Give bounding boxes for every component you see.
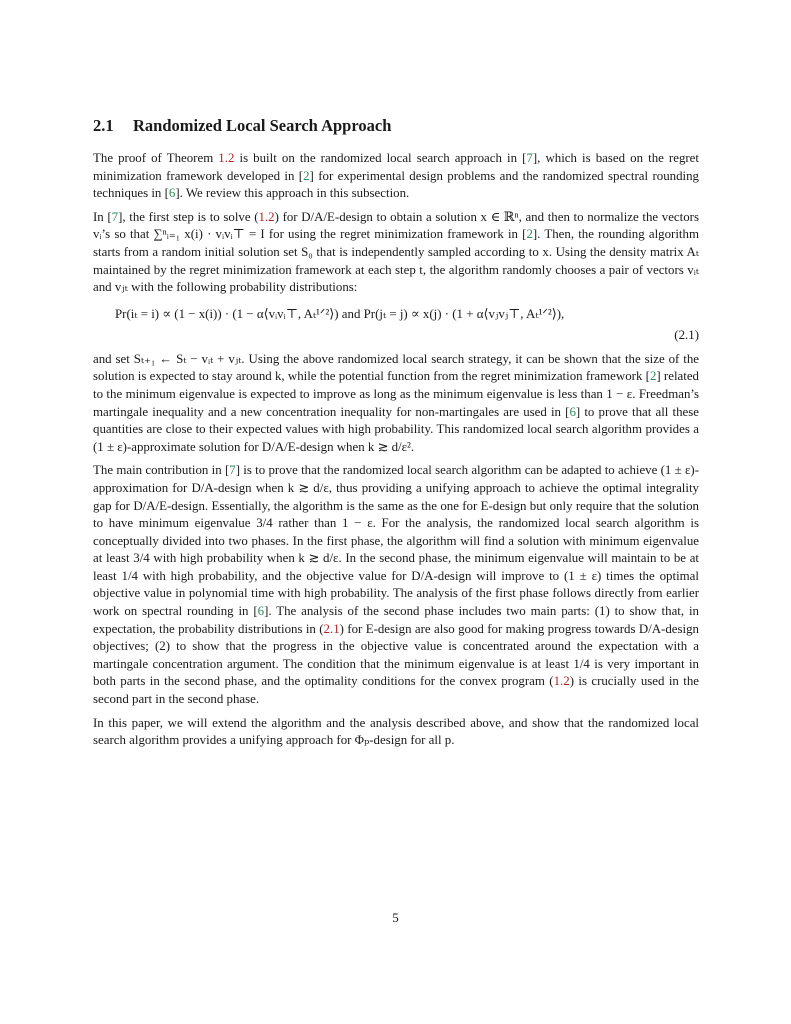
section-title: Randomized Local Search Approach: [133, 116, 392, 135]
text-run: ], the first step is to solve (: [118, 209, 259, 224]
citation: 2: [526, 227, 533, 242]
equation-number: (2.1): [674, 327, 699, 342]
text-run: ) is crucially used in the second part in the second phase.: [93, 674, 700, 707]
text-run: is built on the randomized local search approach in [: [234, 151, 527, 165]
text-run: ) for D/A/E-design to obtain a solution x ∈ ℝⁿ, and then to normalize the vectors vᵢ’s so that ∑ⁿᵢ₌₁ x(i) · vᵢvᵢ⊤ = I for using the regret minimization framework in [: [93, 209, 699, 242]
citation: 6: [257, 604, 265, 619]
text-run: In this paper, we will extend the algorithm and the analysis described above, and show that the randomized local search algorithm provides a unifying approach for Φₚ-design for all p.: [93, 715, 699, 748]
text-run: ] for experimental design problems and the randomized spectral rounding techniques in [: [93, 168, 699, 201]
equation-reference: 1.2: [218, 151, 235, 165]
text-run: ) for E-design are also good for making progress towards D/A-design objectives; (2) to show that the progress in the objective value is concentrated around the expectation with a martingale concentration argument. The condition that the minimum eigenvalue is at least 1/4 is very important in both parts in the second phase, and the optimality conditions for the convex program (: [93, 621, 699, 689]
citation: 7: [526, 151, 533, 165]
paragraph-local-search: [93, 351, 699, 457]
section-number: 2.1: [93, 116, 114, 135]
text-run: ]. We review this approach in this subsection.: [175, 186, 410, 201]
text-run: ] related to the minimum eigenvalue is expected to improve as long as the minimum eigenvalue is less than 1 − ε. Freedman’s martingale inequality and a new concentration inequality for non-martingales are used in [: [93, 369, 699, 419]
equation-body: Pr(iₜ = i) ∝ (1 − x(i)) · (1 − α⟨vᵢvᵢ⊤, Aₜ¹ᐟ²⟩) and Pr(jₜ = j) ∝ x(j) · (1 + α⟨vⱼvⱼ⊤, Aₜ¹ᐟ²⟩),: [115, 306, 565, 321]
text-run: The main contribution in [: [93, 463, 230, 478]
citation: 6: [168, 186, 176, 201]
section-heading: [93, 116, 391, 136]
text-run: ] to prove that all these quantities are close to their expected values with high probability. This randomized local search algorithm provides a (1 ± ε)-approximate solution for D/A/E-design when k ≳ d/ε².: [93, 404, 700, 454]
citation: 6: [569, 404, 576, 419]
equation-reference: 1.2: [258, 209, 275, 224]
citation: 2: [649, 369, 657, 384]
citation: 2: [303, 168, 310, 183]
text-run: In [: [93, 209, 112, 224]
section-body: [93, 150, 699, 756]
text-run: The proof of Theorem: [93, 151, 219, 165]
citation: 7: [111, 209, 119, 224]
paragraph-this-paper: [93, 715, 699, 750]
text-run: ]. The analysis of the second phase includes two main parts: (1) to show that, in expectation, the probability distributions in (: [93, 604, 699, 636]
equation-2-1: [93, 303, 699, 349]
page-number: 5: [392, 911, 399, 925]
citation: 7: [229, 463, 236, 478]
equation-reference: 1.2: [553, 674, 570, 689]
text-run: ], which is based on the regret minimization framework developed in [: [93, 151, 699, 183]
text-run: ]. Then, the rounding algorithm starts from a random initial solution set S₀ that is independently sampled according to x. Using the density matrix Aₜ maintained by the regret minimization framework at each step t, the algorithm randomly chooses a pair of vectors vᵢₜ and vⱼₜ with the following probability distributions:: [93, 227, 699, 295]
equation-reference: 2.1: [323, 621, 340, 636]
paragraph-first-step: [93, 209, 699, 297]
text-run: and set Sₜ₊₁ ← Sₜ − vᵢₜ + vⱼₜ. Using the above randomized local search strategy, it can be shown that the size of the solution is expected to stay around k, while the potential function from the regret minimization framework [: [93, 351, 699, 384]
paragraph-intro: [93, 150, 699, 203]
text-run: ] is to prove that the randomized local search algorithm can be adapted to achieve (1 ± ε)-approximation for D/A-design when k ≳ d/ε, thus providing a unifying approach to achieve the optimal integrality gap for D/A/E-design. Essentially, the algorithm is the same as the one for E-design but only require that the solution to have minimum eigenvalue 3/4 rather than 1 − ε. For the analysis, the randomized local search algorithm is conceptually divided into two phases. In the first phase, the algorithm will find a solution with minimum eigenvalue at least 3/4 with high probability when k ≳ d/ε. In the second phase, the minimum eigenvalue will maintain to be at least 1/4 with high probability, and the objective value for D/A-design will improve to (1 ± ε) times the optimal objective value in polynomial time with high probability. The analysis of the first phase follows directly from earlier work on spectral rounding in [: [93, 463, 699, 619]
paragraph-main-contribution: [93, 462, 699, 708]
